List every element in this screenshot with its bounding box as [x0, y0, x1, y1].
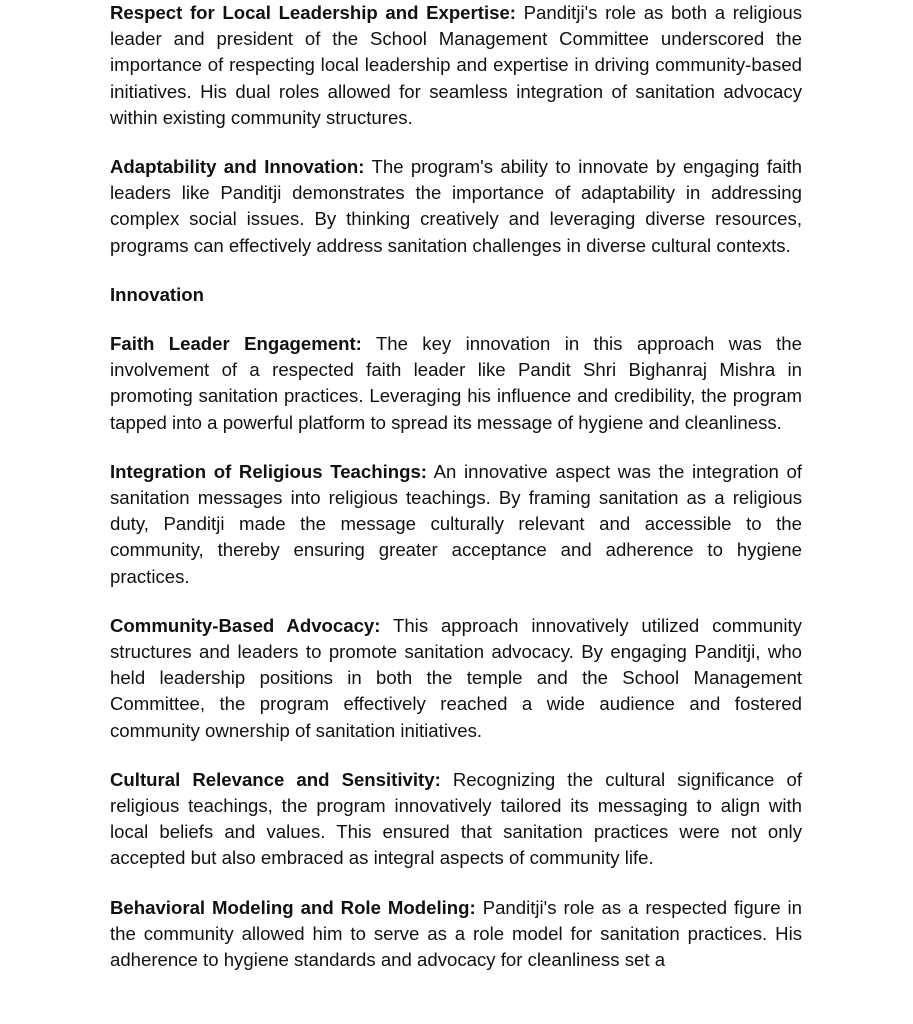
- paragraph-lead: Respect for Local Leadership and Expertise:: [110, 2, 516, 23]
- paragraph-adaptability: [110, 154, 802, 259]
- paragraph-local-leadership: [110, 0, 802, 131]
- paragraph-text: Panditji's role as a respected figure in the community allowed him to serve as a role model for sanitation practices. His adherence to hygiene standards and advocacy for cleanliness set a: [110, 896, 803, 971]
- paragraph-lead: Community-Based Advocacy:: [110, 614, 381, 636]
- paragraph-cultural-relevance: [110, 767, 802, 872]
- paragraph-religious-teachings: [110, 459, 802, 590]
- paragraph-text: An innovative aspect was the integration of sanitation messages into religious teachings. By framing sanitation as a religious duty, Panditji made the message culturally relevant and accessible to the community, thereby ensuring greater acceptance and adherence to hygiene practices.: [110, 460, 802, 587]
- paragraph-text: Panditji's role as both a religious leader and president of the School Management Committee underscored the importance of respecting local leadership and expertise in driving community-based initiatives. His dual roles allowed for seamless integration of sanitation advocacy within existing community structures.: [110, 2, 802, 128]
- paragraph-behavioral-modeling: [110, 895, 802, 974]
- paragraph-community-advocacy: [110, 613, 802, 744]
- paragraph-text: Recognizing the cultural significance of religious teachings, the program innovatively tailored its messaging to align with local beliefs and values. This ensured that sanitation practices were not only accepted but also embraced as integral aspects of community life.: [110, 768, 802, 869]
- paragraph-text: The program's ability to innovate by engaging faith leaders like Panditji demonstrates the importance of adaptability in addressing complex social issues. By thinking creatively and leveraging diverse resources, programs can effectively address sanitation challenges in diverse cultural contexts.: [110, 156, 802, 256]
- paragraph-faith-leader: [110, 331, 802, 436]
- paragraph-text: This approach innovatively utilized community structures and leaders to promote sanitation advocacy. By engaging Panditji, who held leadership positions in both the temple and the School Management Committee, the program effectively reached a wide audience and fostered community ownership of sanitation initiatives.: [110, 614, 802, 741]
- paragraph-lead: Adaptability and Innovation:: [110, 156, 365, 178]
- paragraph-text: The key innovation in this approach was the involvement of a respected faith leader like Pandit Shri Bighanraj Mishra in promoting sanitation practices. Leveraging his influence and credibility, the program tapped into a powerful platform to spread its message of hygiene and cleanliness.: [110, 333, 802, 433]
- paragraph-lead: Faith Leader Engagement:: [110, 333, 362, 355]
- paragraph-lead: Cultural Relevance and Sensitivity:: [110, 768, 441, 790]
- document-page: [110, 0, 802, 996]
- paragraph-lead: Behavioral Modeling and Role Modeling:: [110, 896, 476, 918]
- section-heading-innovation: Innovation: [110, 283, 204, 305]
- paragraph-lead: Integration of Religious Teachings:: [110, 460, 427, 482]
